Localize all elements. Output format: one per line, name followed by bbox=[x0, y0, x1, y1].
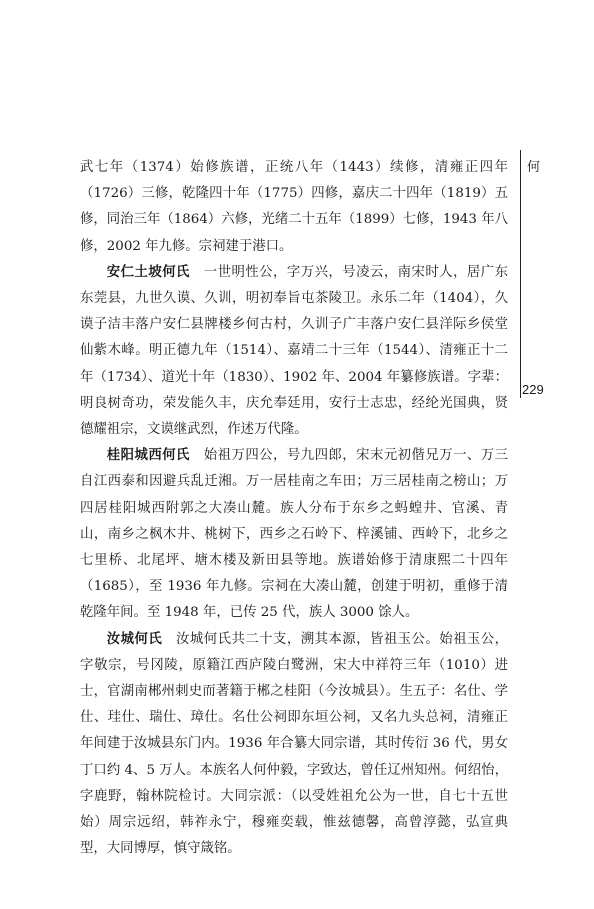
paragraph-guiyang-chengxi-he bbox=[80, 443, 508, 626]
paragraph-text: 汝城何氏共二十支，溯其本源，皆祖玉公。始祖玉公，字敬宗，号冈陵，原籍江西庐陵白鹭洲，宋大中祥符三年（1010）进士，官湖南郴州刺史而著籍于郴之桂阳（今汝城县）。生五子：名仕、学仕、珪仕、瑞仕、璋仕。名仕公祠即东垣公祠，又名九头总祠，清雍正年间建于汝城县东门内。1936 年合纂大同宗谱，其时传衍 36 代，男女丁口约 4、5 万人。本族名人何仲毅，字致达，曾任辽州知州。何绍怡，字鹿野，翰林院检讨。大同宗派：（以受姓祖允公为一世，自七十五世始）周宗远绍，韩祚永宁，穆雍奕载，惟兹德馨，高曾淳懿，弘宣典型，大同博厚，慎守箴铭。 bbox=[80, 631, 509, 857]
paragraph-anren-tupo-he bbox=[80, 260, 508, 443]
document-body bbox=[80, 155, 508, 862]
margin-rule bbox=[520, 150, 521, 398]
entry-heading: 安仁土坡何氏 bbox=[106, 264, 190, 280]
page-number: 229 bbox=[522, 382, 544, 397]
paragraph-text: 武七年（1374）始修族谱，正统八年（1443）续修，清雍正四年（1726）三修，乾隆四十年（1775）四修，嘉庆二十四年（1819）五修，同治三年（1864）六修，光绪二十五年（1899）七修，1943 年八修，2002 年九修。宗祠建于港口。 bbox=[80, 160, 508, 254]
paragraph-rucheng-he bbox=[80, 627, 508, 863]
paragraph-continuation bbox=[80, 155, 508, 260]
paragraph-text: 一世明性公，字万兴，号凌云，南宋时人，居广东东莞县，九世久谟、久训，明初奉旨屯茶陵卫。永乐二年（1404），久谟子洁丰落户安仁县牌楼乡何古村，久训子广丰落户安仁县洋际乡侯堂仙紫木峰。明正德九年（1514）、嘉靖二十三年（1544）、清雍正十二年（1734）、道光十年（1830）、1902 年、2004 年纂修族谱。字辈：明良树奇功，荣发能久丰，庆允奉廷用，安行士志忠，经纶光国典，贤德耀祖宗，文谟继武烈，作述万代隆。 bbox=[80, 264, 509, 438]
paragraph-text: 始祖万四公，号九四郎，宋末元初偕兄万一、万三自江西泰和因避兵乱迁湘。万一居桂南之车田；万三居桂南之榜山；万四居桂阳城西附郭之大凑山麓。族人分布于东乡之蚂蝗井、官溪、青山，南乡之枫木井、桃树下，西乡之石岭下、梓溪铺、西岭下，北乡之七里桥、北尾坪、塘木楼及新田县等地。族谱始修于清康熙二十四年（1685），至 1936 年九修。宗祠在大凑山麓，创建于明初，重修于清乾隆年间。至 1948 年，已传 25 代，族人 3000 馀人。 bbox=[80, 448, 509, 621]
surname-marker: 何 bbox=[527, 160, 541, 175]
entry-heading: 桂阳城西何氏 bbox=[106, 448, 190, 464]
entry-heading: 汝城何氏 bbox=[106, 631, 163, 647]
